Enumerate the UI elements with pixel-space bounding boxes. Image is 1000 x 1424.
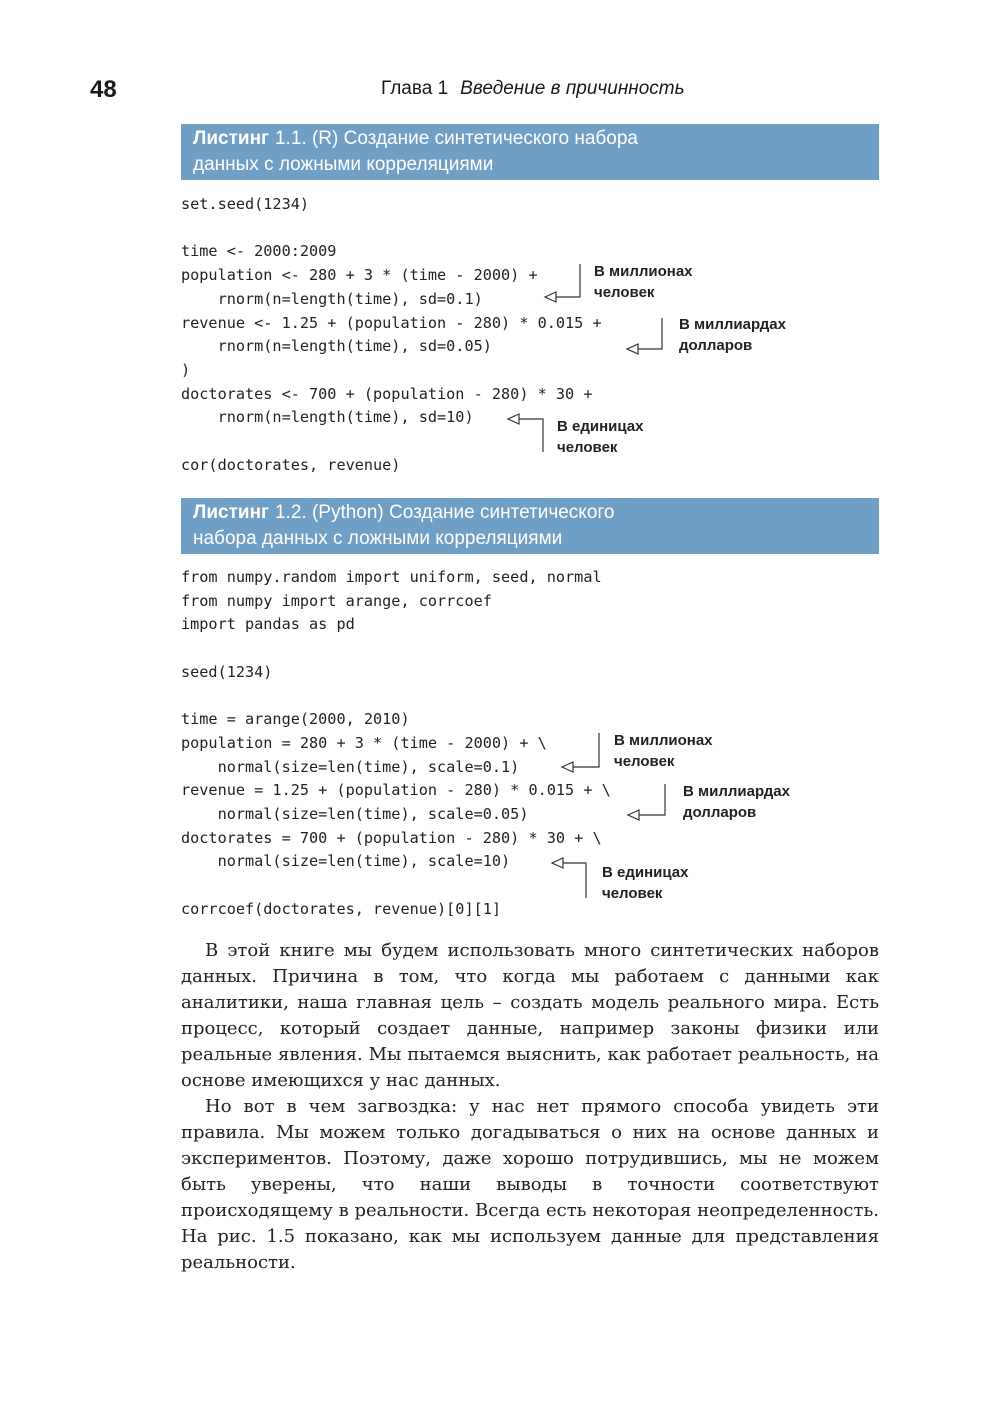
listing-2-annotation-doctorates: В единицах человек bbox=[602, 864, 689, 902]
paragraph: Но вот в чем загвоздка: у нас нет прямого способа увидеть эти правила. Мы можем только догадываться о них на основе данных и экспериментов. Поэтому, даже хорошо потрудившись, мы не можем быть уверены, что наши выводы в точности соответствуют происходящему в реальности. Всегда есть некоторая неопределенность. На рис. 1.5 показано, как мы используем данные для представления реальности. bbox=[181, 1096, 879, 1273]
listing-2-code: from numpy.random import uniform, seed, normal from numpy import arange, corrcoef import pandas as pd seed(1234) time = arange(2000, 2010) population = 280 + 3 * (time - 2000) + \ normal(size=len(time), scale=0.1) revenue = 1.25 + (population - 280) * 0.015 + \ normal(size=len(time), scale=0.05) doctorates = 700 + (population - 280) * 30 + \ normal(size=len(time), scale=10) corrcoef(doctorates, revenue)[0][1] bbox=[181, 568, 611, 918]
listing-2-title-line2: набора данных с ложными корреляциями bbox=[193, 528, 563, 549]
callout-arrow-2-doctorates bbox=[552, 863, 586, 898]
callout-arrow-1-revenue bbox=[627, 318, 662, 349]
listing-1-label: Листинг bbox=[193, 128, 269, 149]
callout-arrow-1-population bbox=[545, 264, 580, 297]
chapter-label: Глава 1 bbox=[381, 78, 449, 99]
callout-arrow-2-revenue bbox=[628, 784, 665, 815]
listing-1-annotation-doctorates: В единицах человек bbox=[557, 418, 644, 456]
listing-1-annotation-revenue: В миллиардах долларов bbox=[679, 316, 786, 354]
callout-arrow-2-population bbox=[562, 733, 599, 767]
listing-2-title-line1: 1.2. (Python) Создание синтетического bbox=[274, 502, 615, 523]
callout-arrow-1-doctorates bbox=[508, 419, 543, 452]
paragraph: В этой книге мы будем использовать много синтетических наборов данных. Причина в том, что когда мы работаем с данными как аналитики, наша главная цель – создать модель реального мира. Есть процесс, который создает данные, например законы физики или реальные явления. Мы пытаемся выяснить, как работает реальность, на основе имеющихся у нас данных. bbox=[181, 940, 879, 1091]
listing-2-label: Листинг bbox=[193, 502, 269, 523]
listing-1-title-line1: 1.1. (R) Создание синтетического набора bbox=[274, 128, 638, 149]
listing-1-title-line2: данных с ложными корреляциями bbox=[193, 154, 494, 175]
listing-2-annotation-revenue: В миллиардах долларов bbox=[683, 783, 790, 821]
chapter-title: Введение в причинность bbox=[460, 78, 685, 99]
body-text bbox=[181, 938, 879, 1276]
listing-1-code: set.seed(1234) time <- 2000:2009 population <- 280 + 3 * (time - 2000) + rnorm(n=length(time), sd=0.1) revenue <- 1.25 + (population - 280) * 0.015 + rnorm(n=length(time), sd=0.05) ) doctorates <- 700 + (population - 280) * 30 + rnorm(n=length(time), sd=10) cor(doctorates, revenue) bbox=[181, 195, 602, 474]
listing-1-annotation-population: В миллионах человек bbox=[594, 263, 693, 301]
page-number: 48 bbox=[90, 76, 117, 103]
listing-2-annotation-population: В миллионах человек bbox=[614, 732, 713, 770]
